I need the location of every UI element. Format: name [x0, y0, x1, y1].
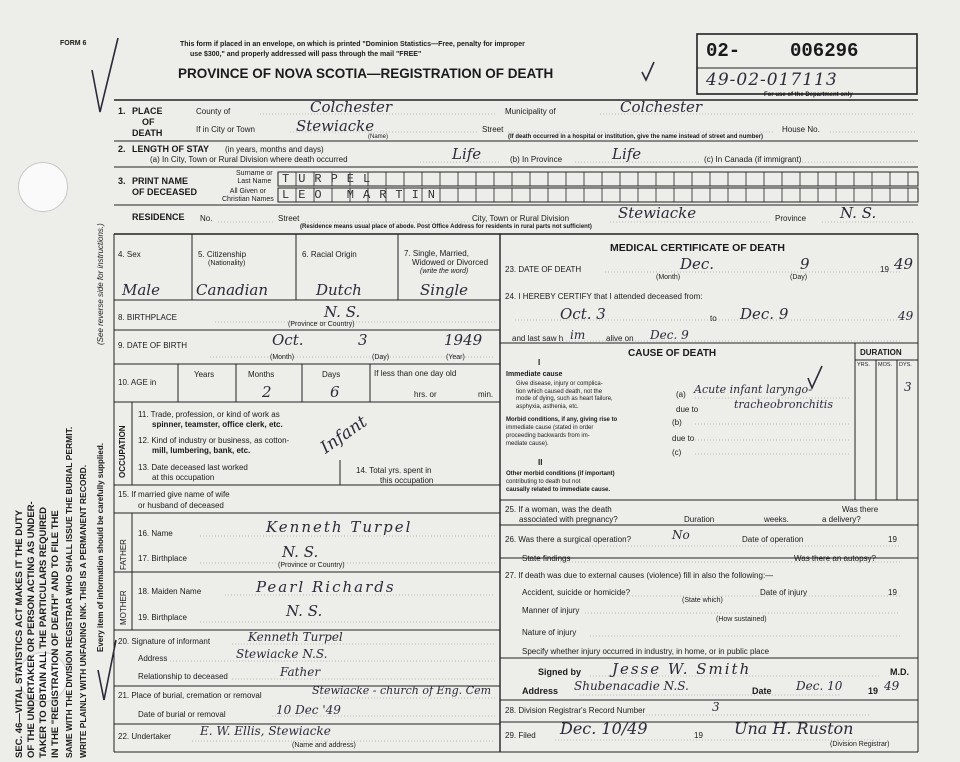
q26-label: 26. Was there a surgical operation? [505, 535, 632, 544]
registrar-signature: Una H. Ruston [734, 719, 854, 738]
side-note-3: TAKER TO OBTAIN ALL THE PARTICULARS REQUIRED [38, 506, 49, 758]
residence-note: (Residence means usual place of abode. Post Office Address for residents in rural parts not sufficient) [300, 224, 592, 230]
residence-no-label: No. [200, 214, 213, 223]
mos-header: MOS. [878, 362, 893, 368]
duration-title: DURATION [860, 348, 902, 357]
place-label: PLACE OF DEATH [132, 106, 163, 138]
dob-year: 1949 [444, 331, 483, 349]
county-value: Colchester [310, 98, 393, 116]
undertaker-hint: (Name and address) [292, 742, 356, 749]
days-label: Days [322, 370, 341, 379]
stay-a-value: Life [452, 145, 482, 163]
dob-label: 9. DATE OF BIRTH [118, 341, 188, 350]
roman-two: II [538, 458, 543, 467]
form-title: PROVINCE OF NOVA SCOTIA—REGISTRATION OF DEATH [178, 66, 554, 81]
mail-notice-line2: use $300," and properly addressed will pass through the mail "FREE" [190, 51, 422, 58]
residence-province-value: N. S. [840, 204, 877, 222]
signature-date: Dec. 10 [796, 679, 843, 693]
autopsy-label: Was there an autopsy? [794, 554, 876, 563]
md-label: M.D. [890, 667, 909, 677]
residence-province-label: Province [775, 214, 807, 223]
side-note-act: SEC. 46—VITAL STATISTICS ACT MAKES IT THE DUTY [14, 509, 25, 758]
side-note-4: IN THE "REGISTRATION OF DEATH" AND TO FILE THE [50, 510, 61, 758]
side-note-reverse: (See reverse side for instructions.) [96, 223, 105, 345]
physician-address: Shubenacadie N.S. [574, 679, 689, 693]
dob-month-hint: (Month) [270, 354, 295, 361]
occupation-value: Infant [316, 411, 371, 459]
registration-handwritten: 49-02-017113 [706, 70, 838, 90]
race-value: Dutch [316, 281, 362, 299]
immediate-cause-hint: Give disease, injury or complica- tion which caused death, not the mode of dying, such as heart failure, asphyxia, asthenia, etc. [516, 381, 613, 410]
municipality-value: Colchester [620, 98, 703, 116]
burial-date-label: Date of burial or removal [138, 710, 226, 719]
filed-date: Dec. 10/49 [560, 719, 648, 738]
city-value: Stewiacke [296, 117, 375, 135]
residence-street-label: Street [278, 214, 300, 223]
stay-hint: (in years, months and days) [225, 145, 324, 154]
occupation-side-label: OCCUPATION [118, 425, 127, 478]
sex-label: 4. Sex [118, 250, 141, 259]
father-name-label: 16. Name [138, 529, 173, 538]
physician-signature: Jesse W. Smith [612, 660, 752, 678]
side-note-2: OF THE UNDERTAKER OR PERSON ACTING AS UNDER- [26, 501, 37, 758]
residence-label: RESIDENCE [132, 212, 185, 222]
residence-city-label: City, Town or Rural Division [472, 214, 570, 223]
dob-month: Oct. [272, 331, 304, 349]
registration-prefix: 02- [706, 40, 741, 62]
age-days: 6 [330, 383, 340, 401]
father-birthplace-hint: (Province or Country) [278, 562, 345, 569]
manner-of-injury-label: Manner of injury [522, 606, 580, 615]
q14-label: 14. Total yrs. spent in this occupation [356, 466, 434, 485]
registration-number: 006296 [790, 40, 859, 62]
attended-to: Dec. 9 [740, 305, 789, 323]
municipality-label: Municipality of [505, 107, 556, 116]
citizenship-value: Canadian [196, 281, 269, 299]
burial-place: Stewiacke - church of Eng. Cem [312, 684, 492, 697]
name-hint: (Name) [368, 134, 389, 140]
last-saw-pronoun: im [570, 328, 586, 342]
citizenship-label: 5. Citizenship (Nationality) [198, 250, 247, 267]
side-note-7: Every item of information should be carefully supplied. [96, 443, 105, 652]
q27-label: 27. If death was due to external causes (violence) fill in also the following:— [505, 571, 774, 580]
filed-label: 29. Filed [505, 731, 536, 740]
certify-label: 24. I HEREBY CERTIFY that I attended deceased from: [505, 292, 703, 301]
surname-label: Surname or Last Name [236, 170, 273, 185]
q26-answer: No [672, 528, 690, 542]
birthplace-hint: (Province or Country) [288, 321, 355, 328]
death-year: 49 [894, 255, 914, 273]
nature-of-injury-label: Nature of injury [522, 628, 577, 637]
dob-day: 3 [358, 331, 368, 349]
morbid-conditions-label: Morbid conditions, if any, giving rise to immediate cause (stated in order proceeding backwards from im- mediate cause). [506, 417, 618, 447]
mother-maiden-value: Pearl Richards [256, 578, 396, 596]
registrar-hint: (Division Registrar) [830, 741, 890, 748]
delivery-label: Was there a delivery? [822, 505, 879, 524]
q12-label: 12. Kind of industry or business, as cotton- mill, lumbering, bank, etc. [138, 436, 290, 455]
physician-address-label: Address [522, 686, 559, 696]
dob-day-hint: (Day) [372, 354, 390, 361]
death-month: Dec. [680, 255, 715, 273]
operation-year-prefix: 19 [888, 535, 897, 544]
cause-b-label: (b) [672, 418, 682, 427]
less-than-day-label: If less than one day old [374, 369, 457, 378]
due-to-label-2: due to [672, 434, 695, 443]
street-label: Street [482, 125, 504, 134]
injury-year-prefix: 19 [888, 588, 897, 597]
weeks-label: weeks. [764, 515, 789, 524]
age-label: 10. AGE in [118, 378, 157, 387]
birthplace-label: 8. BIRTHPLACE [118, 313, 177, 322]
undertaker-value: E. W. Ellis, Stewiacke [200, 724, 331, 738]
q11-label: 11. Trade, profession, or kind of work as spinner, teamster, office clerk, etc. [138, 410, 283, 429]
due-to-label-1: due to [676, 405, 699, 414]
side-note-6: WRITE PLAINLY WITH UNFADING INK. THIS IS A PERMANENT RECORD. [78, 464, 88, 758]
cause-duration-days: 3 [904, 380, 912, 394]
roman-one: I [538, 358, 541, 367]
signature-year: 49 [884, 679, 900, 693]
house-label: House No. [782, 125, 820, 134]
name-num: 3. [118, 176, 126, 186]
place-num: 1. [118, 106, 126, 116]
filed-year-prefix: 19 [694, 731, 703, 740]
undertaker-label: 22. Undertaker [118, 732, 171, 741]
record-number-label: 28. Division Registrar's Record Number [505, 706, 646, 715]
race-label: 6. Racial Origin [302, 250, 357, 259]
cause-c-label: (c) [672, 448, 682, 457]
father-name-value: Kenneth Turpel [266, 518, 413, 536]
date-of-operation-label: Date of operation [742, 535, 804, 544]
spouse-label: 15. If married give name of wife or husband of deceased [118, 490, 230, 510]
surname-value: TURPEL [282, 172, 380, 186]
cause-of-death-title: CAUSE OF DEATH [628, 348, 717, 359]
side-note-5: SAME WITH THE DIVISION REGISTRAR WHO SHALL ISSUE THE BURIAL PERMIT. [64, 426, 74, 758]
accident-label: Accident, suicide or homicide? [522, 588, 631, 597]
informant-signature-label: 20. Signature of informant [118, 637, 211, 646]
duration-label: Duration [684, 515, 715, 524]
date-of-injury-label: Date of injury [760, 588, 808, 597]
relationship-label: Relationship to deceased [138, 672, 228, 681]
residence-city-value: Stewiacke [618, 204, 697, 222]
dys-header: DYS. [899, 362, 912, 368]
informant-address-label: Address [138, 654, 168, 663]
county-label: County of [196, 107, 231, 116]
age-months: 2 [262, 383, 272, 401]
death-month-hint: (Month) [656, 274, 681, 281]
status-value: Single [420, 281, 469, 299]
status-label: 7. Single, Married, Widowed or Divorced (write the word) [404, 249, 489, 275]
q25-label: 25. If a woman, was the death associated with pregnancy? [505, 505, 618, 524]
father-birthplace-label: 17. Birthplace [138, 554, 187, 563]
birthplace-value: N. S. [324, 303, 361, 321]
how-sustained-hint: (How sustained) [716, 616, 767, 623]
burial-place-label: 21. Place of burial, cremation or removal [118, 691, 262, 700]
department-use-note: For use of the Department only [764, 92, 853, 98]
months-label: Months [248, 370, 275, 379]
death-day-hint: (Day) [790, 274, 808, 281]
immediate-cause-label: Immediate cause [506, 371, 563, 378]
form-number: FORM 6 [60, 40, 87, 47]
city-label: If in City or Town [196, 125, 255, 134]
mother-birthplace-value: N. S. [286, 602, 323, 620]
alive-on-label: alive on [606, 334, 634, 343]
name-label: PRINT NAME OF DECEASED [132, 176, 198, 197]
hrs-label: hrs. or [414, 390, 437, 399]
stay-num: 2. [118, 144, 126, 154]
mother-side-label: MOTHER [119, 590, 128, 625]
alive-on-value: Dec. 9 [650, 328, 689, 342]
years-label: Years [194, 370, 215, 379]
informant-signature: Kenneth Turpel [248, 630, 343, 644]
mother-maiden-label: 18. Maiden Name [138, 587, 202, 596]
cause-a-label: (a) [676, 390, 686, 399]
stay-b-value: Life [612, 145, 642, 163]
min-label: min. [478, 390, 494, 399]
informant-address: Stewiacke N.S. [236, 647, 328, 661]
record-number: 3 [712, 700, 720, 714]
attended-to-label: to [710, 314, 717, 323]
stay-b-label: (b) In Province [510, 155, 563, 164]
mail-notice-line1: This form if placed in an envelope, on which is printed "Dominion Statistics—Free, penalty for improper [180, 41, 525, 48]
date-of-death-label: 23. DATE OF DEATH [505, 265, 582, 274]
mother-birthplace-label: 19. Birthplace [138, 613, 187, 622]
stay-a-label: (a) In City, Town or Rural Division where death occurred [150, 155, 348, 164]
medical-certificate-title: MEDICAL CERTIFICATE OF DEATH [610, 242, 785, 254]
state-findings-label: State findings [522, 554, 571, 563]
hospital-hint: (If death occurred in a hospital or institution, give the name instead of street and number) [508, 134, 764, 140]
specify-place-label: Specify whether injury occurred in industry, in home, or in public place [522, 647, 770, 656]
cause-a-value: Acute infant laryngo- [694, 383, 812, 396]
death-year-prefix: 19 [880, 265, 889, 274]
state-which-hint: (State which) [682, 597, 723, 604]
other-conditions-label: Other morbid conditions (if important) contributing to death but not causally related to immediate cause. [506, 471, 615, 493]
signature-date-label: Date [752, 686, 772, 696]
death-day: 9 [800, 255, 810, 273]
last-saw-label: and last saw h [512, 334, 564, 343]
relationship-value: Father [280, 665, 321, 679]
dob-year-hint: (Year) [446, 354, 465, 361]
cause-a-value-2: tracheobronchitis [734, 398, 833, 411]
sex-value: Male [122, 281, 160, 299]
attended-from: Oct. 3 [560, 305, 606, 323]
stay-c-label: (c) In Canada (if immigrant) [704, 155, 802, 164]
burial-date: 10 Dec '49 [276, 703, 341, 717]
stay-label: LENGTH OF STAY [132, 144, 210, 154]
signed-by-label: Signed by [538, 667, 582, 677]
father-birthplace-value: N. S. [282, 543, 319, 561]
signature-year-prefix: 19 [868, 686, 879, 696]
yrs-header: YRS. [857, 362, 870, 368]
attended-year: 49 [898, 309, 914, 323]
q13-label: 13. Date deceased last worked at this occupation [138, 463, 248, 482]
given-value: LEO MARTIN [282, 188, 445, 202]
father-side-label: FATHER [119, 539, 128, 570]
given-label: All Given or Christian Names [222, 188, 274, 203]
